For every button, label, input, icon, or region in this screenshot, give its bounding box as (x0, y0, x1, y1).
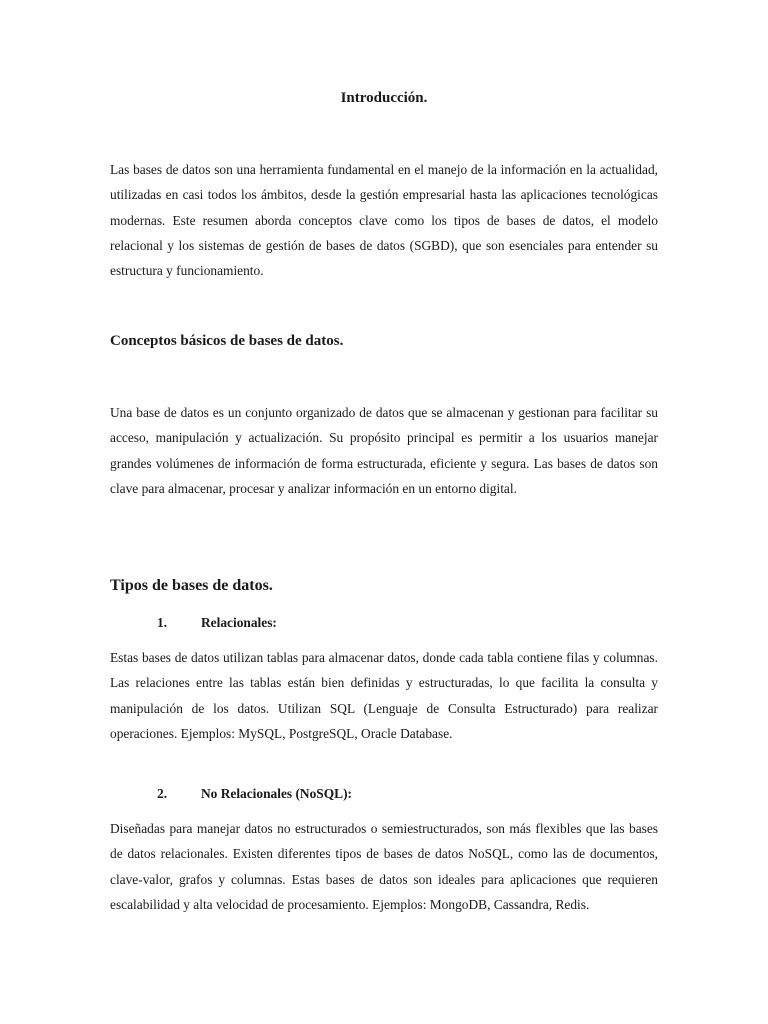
nosql-paragraph: Diseñadas para manejar datos no estructurados o semiestructurados, son más flexibles que las bases de datos relacionales. Existen diferentes tipos de bases de datos NoSQL, como las de documentos, clave-valor, grafos y columnas. Estas bases de datos son ideales para aplicaciones que requieren escalabilidad y alta velocidad de procesamiento. Ejemplos: MongoDB, Cassandra, Redis. (110, 821, 658, 912)
relacionales-paragraph: Estas bases de datos utilizan tablas para almacenar datos, donde cada tabla contiene filas y columnas. Las relaciones entre las tablas están bien definidas y estructuradas, lo que facilita la consulta y manipulación de los datos. Utilizan SQL (Lenguaje de Consulta Estructurado) para realizar operaciones. Ejemplos: MySQL, PostgreSQL, Oracle Database. (110, 650, 658, 741)
section-heading-tipos: Tipos de bases de datos. (110, 577, 273, 594)
list-item-heading-relacionales (157, 614, 277, 632)
list-number: 2. (157, 786, 168, 801)
list-label: No Relacionales (NoSQL): (201, 786, 353, 801)
conceptos-paragraph: Una base de datos es un conjunto organizado de datos que se almacenan y gestionan para facilitar su acceso, manipulación y actualización. Su propósito principal es permitir a los usuarios manejar grandes volúmenes de información de forma estructurada, eficiente y segura. Las bases de datos son clave para almacenar, procesar y analizar información en un entorno digital. (110, 405, 658, 496)
intro-paragraph: Las bases de datos son una herramienta fundamental en el manejo de la información en la actualidad, utilizadas en casi todos los ámbitos, desde la gestión empresarial hasta las aplicaciones tecnológicas modernas. Este resumen aborda conceptos clave como los tipos de bases de datos, el modelo relacional y los sistemas de gestión de bases de datos (SGBD), que son esenciales para entender su estructura y funcionamiento. (110, 162, 658, 279)
list-number: 1. (157, 615, 168, 630)
document-title: Introducción. (340, 90, 428, 106)
section-heading-conceptos: Conceptos básicos de bases de datos. (110, 333, 344, 349)
list-item-heading-nosql (157, 785, 352, 803)
list-label: Relacionales: (201, 615, 277, 630)
